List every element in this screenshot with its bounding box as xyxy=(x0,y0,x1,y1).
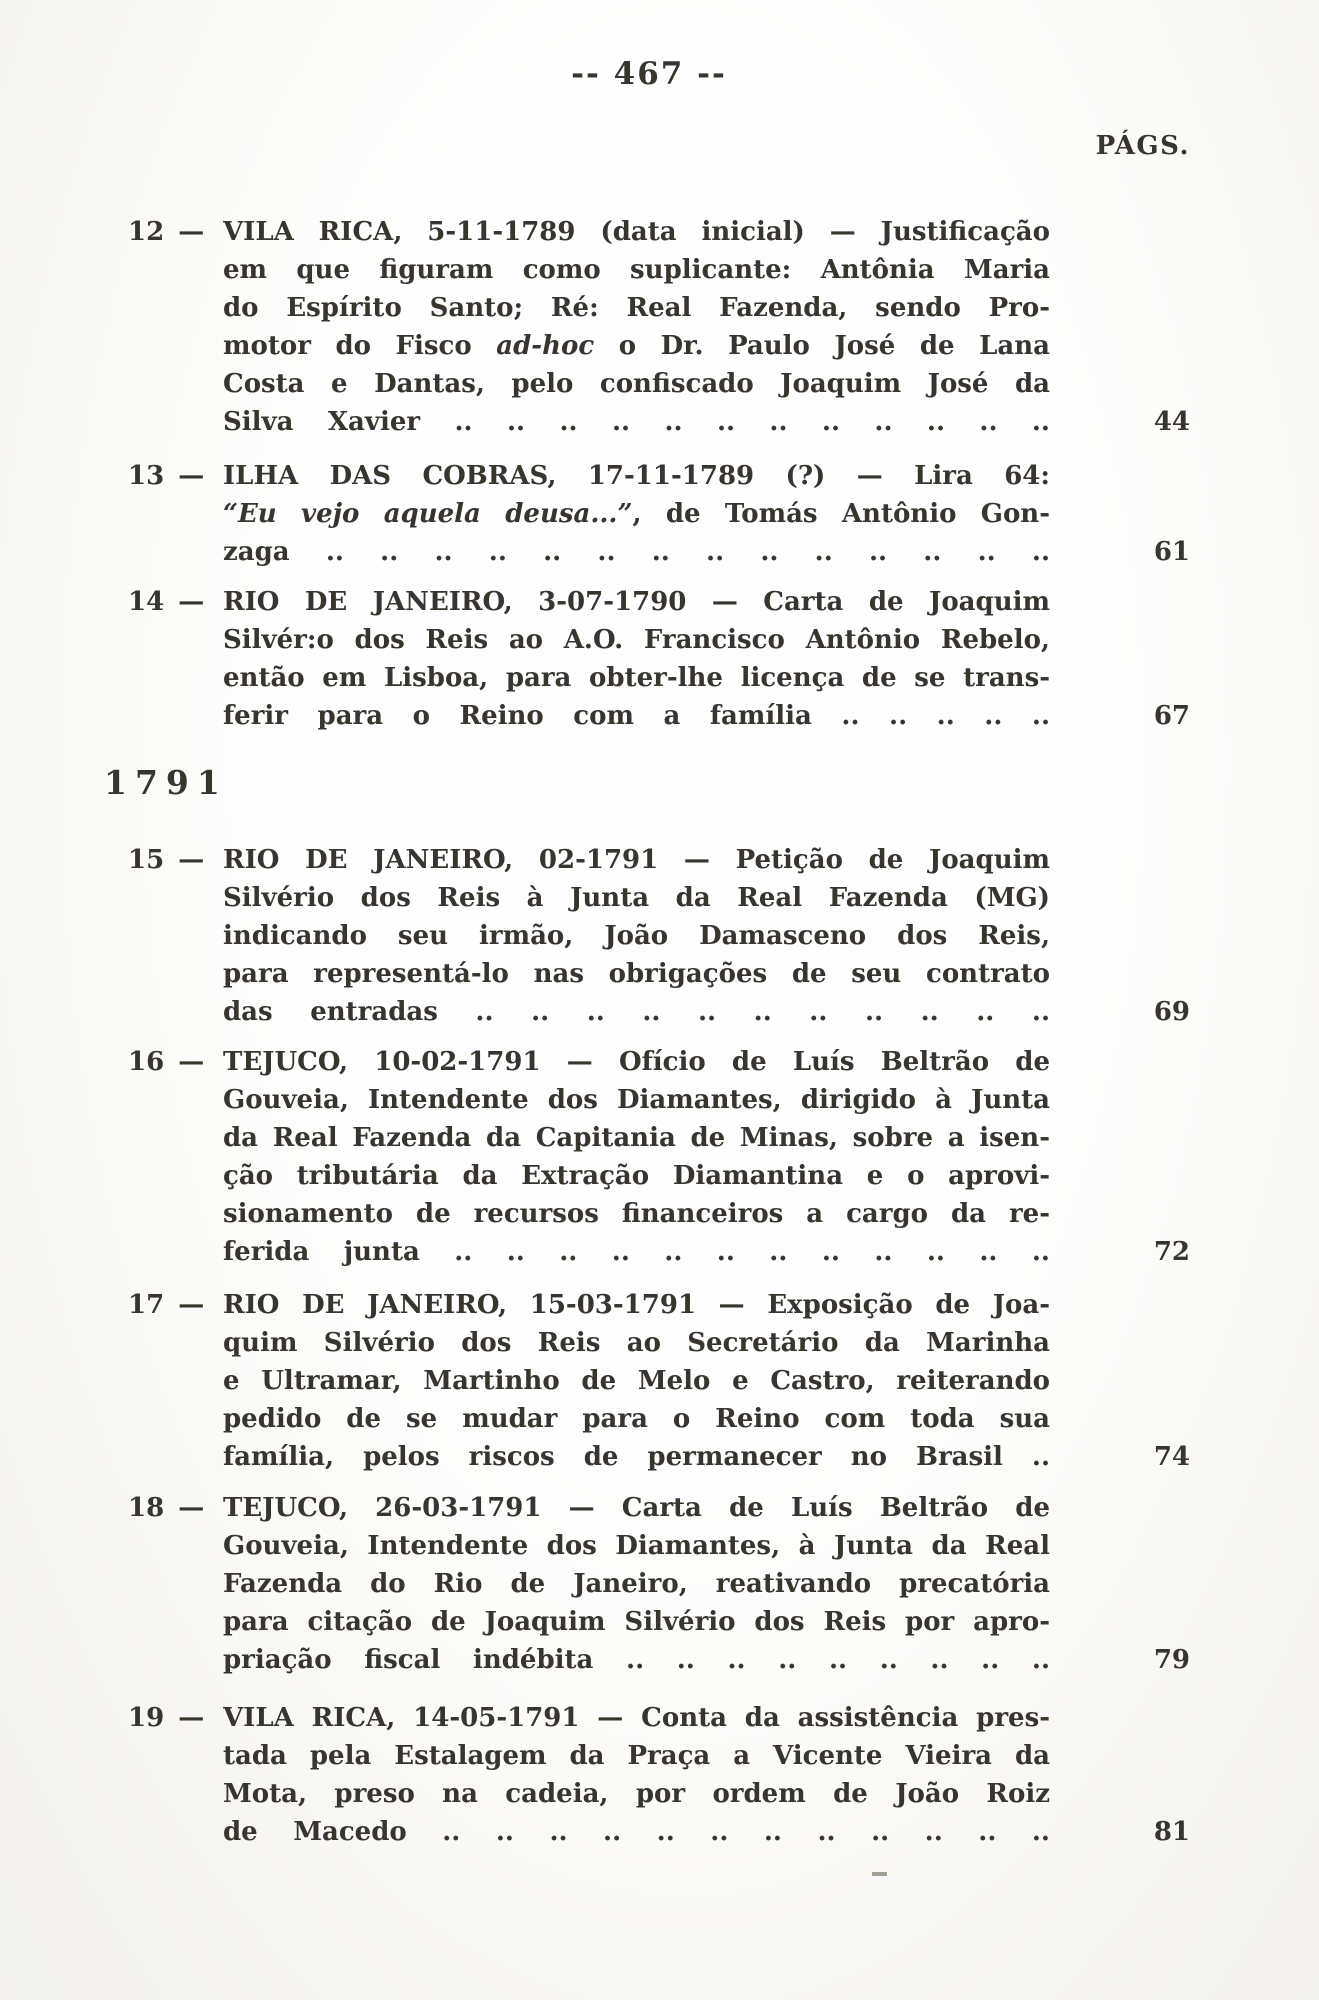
entry-text-line xyxy=(223,1157,1050,1195)
text: Fazenda do Rio de Janeiro, reativando precatória xyxy=(223,1569,1050,1599)
toc-entry xyxy=(128,583,1190,735)
text: RIO DE JANEIRO, 3-07-1790 — Carta de Joaquim xyxy=(223,587,1050,617)
text: RIO DE JANEIRO, 15-03-1791 — Exposição de Joa- xyxy=(223,1290,1050,1320)
entry-text xyxy=(223,213,1050,441)
entry-dash: — xyxy=(178,845,205,875)
entry-page-number: 44 xyxy=(1153,407,1190,437)
entry-text-line xyxy=(223,583,1050,621)
toc-entry xyxy=(128,1286,1190,1476)
text: das entradas .. .. .. .. .. .. .. .. .. .. .. xyxy=(223,997,1050,1027)
entry-text-line xyxy=(223,841,1050,879)
entry-text-line xyxy=(223,1603,1050,1641)
text: RIO DE JANEIRO, 02-1791 — Petição de Joaquim xyxy=(223,845,1050,875)
toc-entry xyxy=(128,213,1190,441)
entry-text-line xyxy=(223,1324,1050,1362)
entry-text-line xyxy=(223,879,1050,917)
entry-text-line xyxy=(223,1699,1050,1737)
entry-dash: — xyxy=(178,1290,205,1320)
entry-text-line xyxy=(223,621,1050,659)
entry-number-cell xyxy=(128,1043,223,1081)
entry-text-line xyxy=(223,533,1050,571)
entry-number-cell xyxy=(128,1489,223,1527)
entry-text-line xyxy=(223,1813,1050,1851)
text: então em Lisboa, para obter-lhe licença de se trans- xyxy=(223,663,1050,693)
text: sionamento de recursos financeiros a cargo da re- xyxy=(223,1199,1050,1229)
entry-number: 13 xyxy=(128,461,165,491)
entry-text-line xyxy=(223,1565,1050,1603)
text: Costa e Dantas, pelo confiscado Joaquim José da xyxy=(223,369,1050,399)
entry-number: 18 xyxy=(128,1493,165,1523)
text: o Dr. Paulo José de Lana xyxy=(594,331,1050,361)
text: tada pela Estalagem da Praça a Vicente Vieira da xyxy=(223,1741,1050,1771)
entry-text-line xyxy=(223,1737,1050,1775)
entry-text-line xyxy=(223,659,1050,697)
entry-number-cell xyxy=(128,1699,223,1737)
page-number-header: -- 467 -- xyxy=(571,56,727,92)
entry-number: 14 xyxy=(128,587,165,617)
toc-entry xyxy=(128,841,1190,1031)
entry-text-line xyxy=(223,1043,1050,1081)
entry-page-number: 72 xyxy=(1153,1237,1190,1267)
entry-text-line xyxy=(223,1438,1050,1476)
entry-text-line xyxy=(223,495,1050,533)
entry-text-line xyxy=(223,327,1050,365)
entry-dash: — xyxy=(178,217,205,247)
entry-text-line xyxy=(223,1641,1050,1679)
entry-text-line xyxy=(223,1362,1050,1400)
text: ILHA DAS COBRAS, 17-11-1789 (?) — Lira 64: xyxy=(223,461,1050,491)
text: indicando seu irmão, João Damasceno dos Reis, xyxy=(223,921,1050,951)
text: motor do Fisco xyxy=(223,331,497,361)
entry-number: 15 xyxy=(128,845,165,875)
toc xyxy=(104,213,1190,1851)
entry-text-line xyxy=(223,289,1050,327)
text: do Espírito Santo; Ré: Real Fazenda, sendo Pro- xyxy=(223,293,1050,323)
text: ferir para o Reino com a família .. .. .. .. .. xyxy=(223,701,1050,731)
toc-entry xyxy=(128,1043,1190,1271)
scan-artifact-dash xyxy=(872,1872,887,1876)
entry-text-line xyxy=(223,917,1050,955)
entry-text-line xyxy=(223,1195,1050,1233)
entry-text-line xyxy=(223,1775,1050,1813)
text: zaga .. .. .. .. .. .. .. .. .. .. .. .. .. .. xyxy=(223,537,1050,567)
entry-text-line xyxy=(223,1286,1050,1324)
text: família, pelos riscos de permanecer no Brasil .. xyxy=(223,1442,1050,1472)
text: quim Silvério dos Reis ao Secretário da Marinha xyxy=(223,1328,1050,1358)
entry-dash: — xyxy=(178,1703,205,1733)
text: ferida junta .. .. .. .. .. .. .. .. .. .. .. .. xyxy=(223,1237,1050,1267)
entry-text-line xyxy=(223,1489,1050,1527)
entry-number-cell xyxy=(128,583,223,621)
entry-page-number: 74 xyxy=(1153,1442,1190,1472)
entry-text-line xyxy=(223,403,1050,441)
text: Silvér:o dos Reis ao A.O. Francisco Antônio Rebelo, xyxy=(223,625,1050,655)
text: Gouveia, Intendente dos Diamantes, dirigido à Junta xyxy=(223,1085,1050,1115)
entry-number: 19 xyxy=(128,1703,165,1733)
text: para representá-lo nas obrigações de seu contrato xyxy=(223,959,1050,989)
entry-dash: — xyxy=(178,461,205,491)
entry-number: 17 xyxy=(128,1290,165,1320)
entry-number-cell xyxy=(128,213,223,251)
italic-text: “Eu vejo aquela deusa...” xyxy=(223,499,633,529)
entry-page-number: 69 xyxy=(1153,997,1190,1027)
text: ção tributária da Extração Diamantina e o aprovi- xyxy=(223,1161,1050,1191)
entry-text-line xyxy=(223,1119,1050,1157)
text: TEJUCO, 10-02-1791 — Ofício de Luís Beltrão de xyxy=(223,1047,1050,1077)
text: para citação de Joaquim Silvério dos Reis por apro- xyxy=(223,1607,1050,1637)
entry-dash: — xyxy=(178,1493,205,1523)
entry-page-number: 61 xyxy=(1153,537,1190,567)
entry-text-line xyxy=(223,213,1050,251)
text: , de Tomás Antônio Gon- xyxy=(632,499,1050,529)
entry-page-number: 67 xyxy=(1153,701,1190,731)
entry-number: 12 xyxy=(128,217,165,247)
entry-text xyxy=(223,583,1050,735)
entry-page-number: 79 xyxy=(1153,1645,1190,1675)
text: TEJUCO, 26-03-1791 — Carta de Luís Beltrão de xyxy=(223,1493,1050,1523)
entry-text-line xyxy=(223,955,1050,993)
entry-text xyxy=(223,1286,1050,1476)
entry-page-number: 81 xyxy=(1153,1817,1190,1847)
entry-number-cell xyxy=(128,1286,223,1324)
text: pedido de se mudar para o Reino com toda sua xyxy=(223,1404,1050,1434)
entry-number-cell xyxy=(128,841,223,879)
entry-number-cell xyxy=(128,457,223,495)
italic-text: ad-hoc xyxy=(496,331,595,361)
entry-text-line xyxy=(223,1081,1050,1119)
entry-text xyxy=(223,1043,1050,1271)
entry-text xyxy=(223,841,1050,1031)
section-heading: 1791 xyxy=(104,763,228,802)
entry-text-line xyxy=(223,1233,1050,1271)
toc-entry xyxy=(128,1699,1190,1851)
entry-dash: — xyxy=(178,1047,205,1077)
text: de Macedo .. .. .. .. .. .. .. .. .. .. .. .. xyxy=(223,1817,1050,1847)
toc-entry xyxy=(128,457,1190,571)
entry-text-line xyxy=(223,1527,1050,1565)
entry-text-line xyxy=(223,365,1050,403)
text: Gouveia, Intendente dos Diamantes, à Junta da Real xyxy=(223,1531,1050,1561)
entry-text-line xyxy=(223,697,1050,735)
entry-dash: — xyxy=(178,587,205,617)
pags-column-label: PÁGS. xyxy=(1095,131,1190,161)
entry-text-line xyxy=(223,457,1050,495)
text: em que figuram como suplicante: Antônia Maria xyxy=(223,255,1050,285)
entry-text-line xyxy=(223,1400,1050,1438)
entry-text-line xyxy=(223,993,1050,1031)
entry-text xyxy=(223,1489,1050,1679)
entry-text xyxy=(223,1699,1050,1851)
entry-number: 16 xyxy=(128,1047,165,1077)
entry-text xyxy=(223,457,1050,571)
text: Silvério dos Reis à Junta da Real Fazenda (MG) xyxy=(223,883,1050,913)
text: e Ultramar, Martinho de Melo e Castro, reiterando xyxy=(223,1366,1050,1396)
text: Mota, preso na cadeia, por ordem de João Roiz xyxy=(223,1779,1050,1809)
text: VILA RICA, 14-05-1791 — Conta da assistência pres- xyxy=(223,1703,1050,1733)
text: priação fiscal indébita .. .. .. .. .. .. .. .. .. xyxy=(223,1645,1050,1675)
text: VILA RICA, 5-11-1789 (data inicial) — Justificação xyxy=(223,217,1050,247)
text: Silva Xavier .. .. .. .. .. .. .. .. .. .. .. .. xyxy=(223,407,1050,437)
entry-text-line xyxy=(223,251,1050,289)
toc-entry xyxy=(128,1489,1190,1679)
text: da Real Fazenda da Capitania de Minas, sobre a isen- xyxy=(223,1123,1050,1153)
